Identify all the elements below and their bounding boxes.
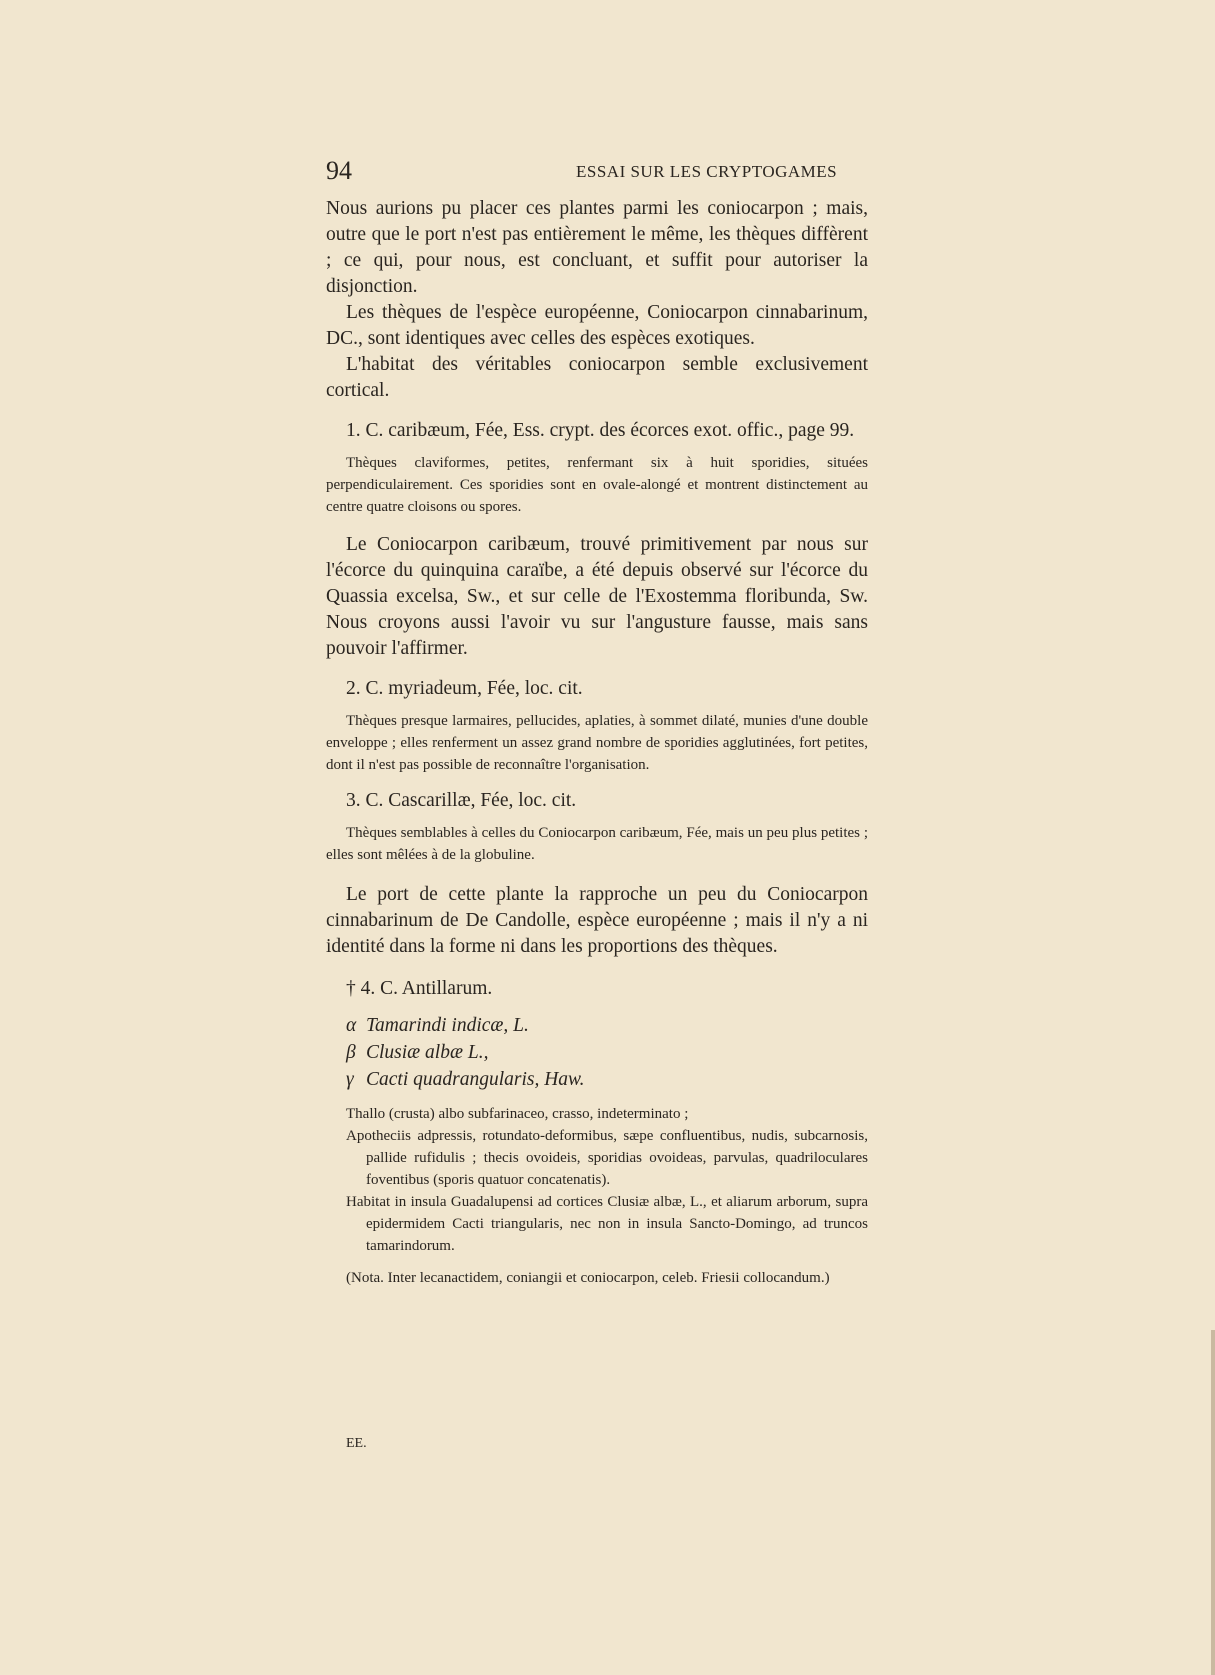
species-3-remark: Le port de cette plante la rapproche un peu du Coniocarpon cinnabarinum de De Candolle, espèce européenne ; mais il n'y a ni identité dans la forme ni dans les proportions des thèques. [326, 884, 868, 957]
intro-paragraph-2: Les thèques de l'espèce européenne, Coniocarpon cinnabarinum, DC., sont identiques avec celles des espèces exotiques. [326, 302, 868, 349]
signature-mark: EE. [346, 1436, 367, 1451]
variety-beta: β Clusiæ albæ L., [346, 1042, 489, 1063]
species-4-latin-description [326, 1103, 868, 1257]
latin-apothecia: Apotheciis adpressis, rotundato-deformibus, sæpe confluentibus, nudis, subcarnosis, pallide rufidulis ; thecis ovoideis, sporidias ovoideas, parvulas, quadriloculares foventibus (sporis quatuor concatenatis). [346, 1128, 868, 1188]
page-edge [1211, 1330, 1215, 1675]
page-number: 94 [326, 156, 352, 185]
intro-paragraph-1: Nous aurions pu placer ces plantes parmi les coniocarpon ; mais, outre que le port n'est pas entièrement le même, les thèques diffèrent ; ce qui, pour nous, est concluant, et suffit pour autoriser la disjonction. [326, 198, 868, 297]
running-head: ESSAI SUR LES CRYPTOGAMES [576, 162, 838, 181]
species-4-varieties [326, 1012, 868, 1093]
species-1-remark: Le Coniocarpon caribæum, trouvé primitivement par nous sur l'écorce du quinquina caraïbe, a été depuis observé sur l'écorce du Quassia excelsa, Sw., et sur celle de l'Exostemma floribunda, Sw. Nous croyons aussi l'avoir vu sur l'angusture fausse, mais sans pouvoir l'affirmer. [326, 534, 868, 659]
species-2-title: 2. C. myriadeum, Fée, loc. cit. [346, 678, 583, 699]
intro-paragraph-3: L'habitat des véritables coniocarpon semble exclusivement cortical. [326, 354, 868, 401]
variety-alpha: α Tamarindi indicæ, L. [346, 1015, 529, 1036]
species-3-description: Thèques semblables à celles du Coniocarpon caribæum, Fée, mais un peu plus petites ; elles sont mêlées à de la globuline. [326, 825, 868, 863]
species-1-title: 1. C. caribæum, Fée, Ess. crypt. des écorces exot. offic., page 99. [346, 420, 855, 441]
latin-habitat: Habitat in insula Guadalupensi ad cortices Clusiæ albæ, L., et aliarum arborum, supra epidermidem Cacti triangularis, nec non in insula Sancto-Domingo, ad truncos tamarindorum. [346, 1194, 868, 1254]
species-1-description: Thèques claviformes, petites, renfermant six à huit sporidies, situées perpendiculairement. Ces sporidies sont en ovale-alongé et montrent distinctement au centre quatre cloisons ou spores. [326, 455, 868, 515]
nota: (Nota. Inter lecanactidem, coniangii et coniocarpon, celeb. Friesii collocandum.) [346, 1270, 830, 1286]
species-4-title: † 4. C. Antillarum. [346, 978, 493, 999]
variety-gamma: γ Cacti quadrangularis, Haw. [346, 1069, 585, 1090]
species-3-title: 3. C. Cascarillæ, Fée, loc. cit. [346, 790, 577, 811]
page-header [326, 156, 870, 190]
species-2-description: Thèques presque larmaires, pellucides, aplaties, à sommet dilaté, munies d'une double enveloppe ; elles renferment un assez grand nombre de sporidies agglutinées, fort petites, dont il n'est pas possible de reconnaître l'organisation. [326, 713, 868, 773]
latin-thallus: Thallo (crusta) albo subfarinaceo, crasso, indeterminato ; [346, 1106, 689, 1122]
page-content [326, 196, 868, 1289]
